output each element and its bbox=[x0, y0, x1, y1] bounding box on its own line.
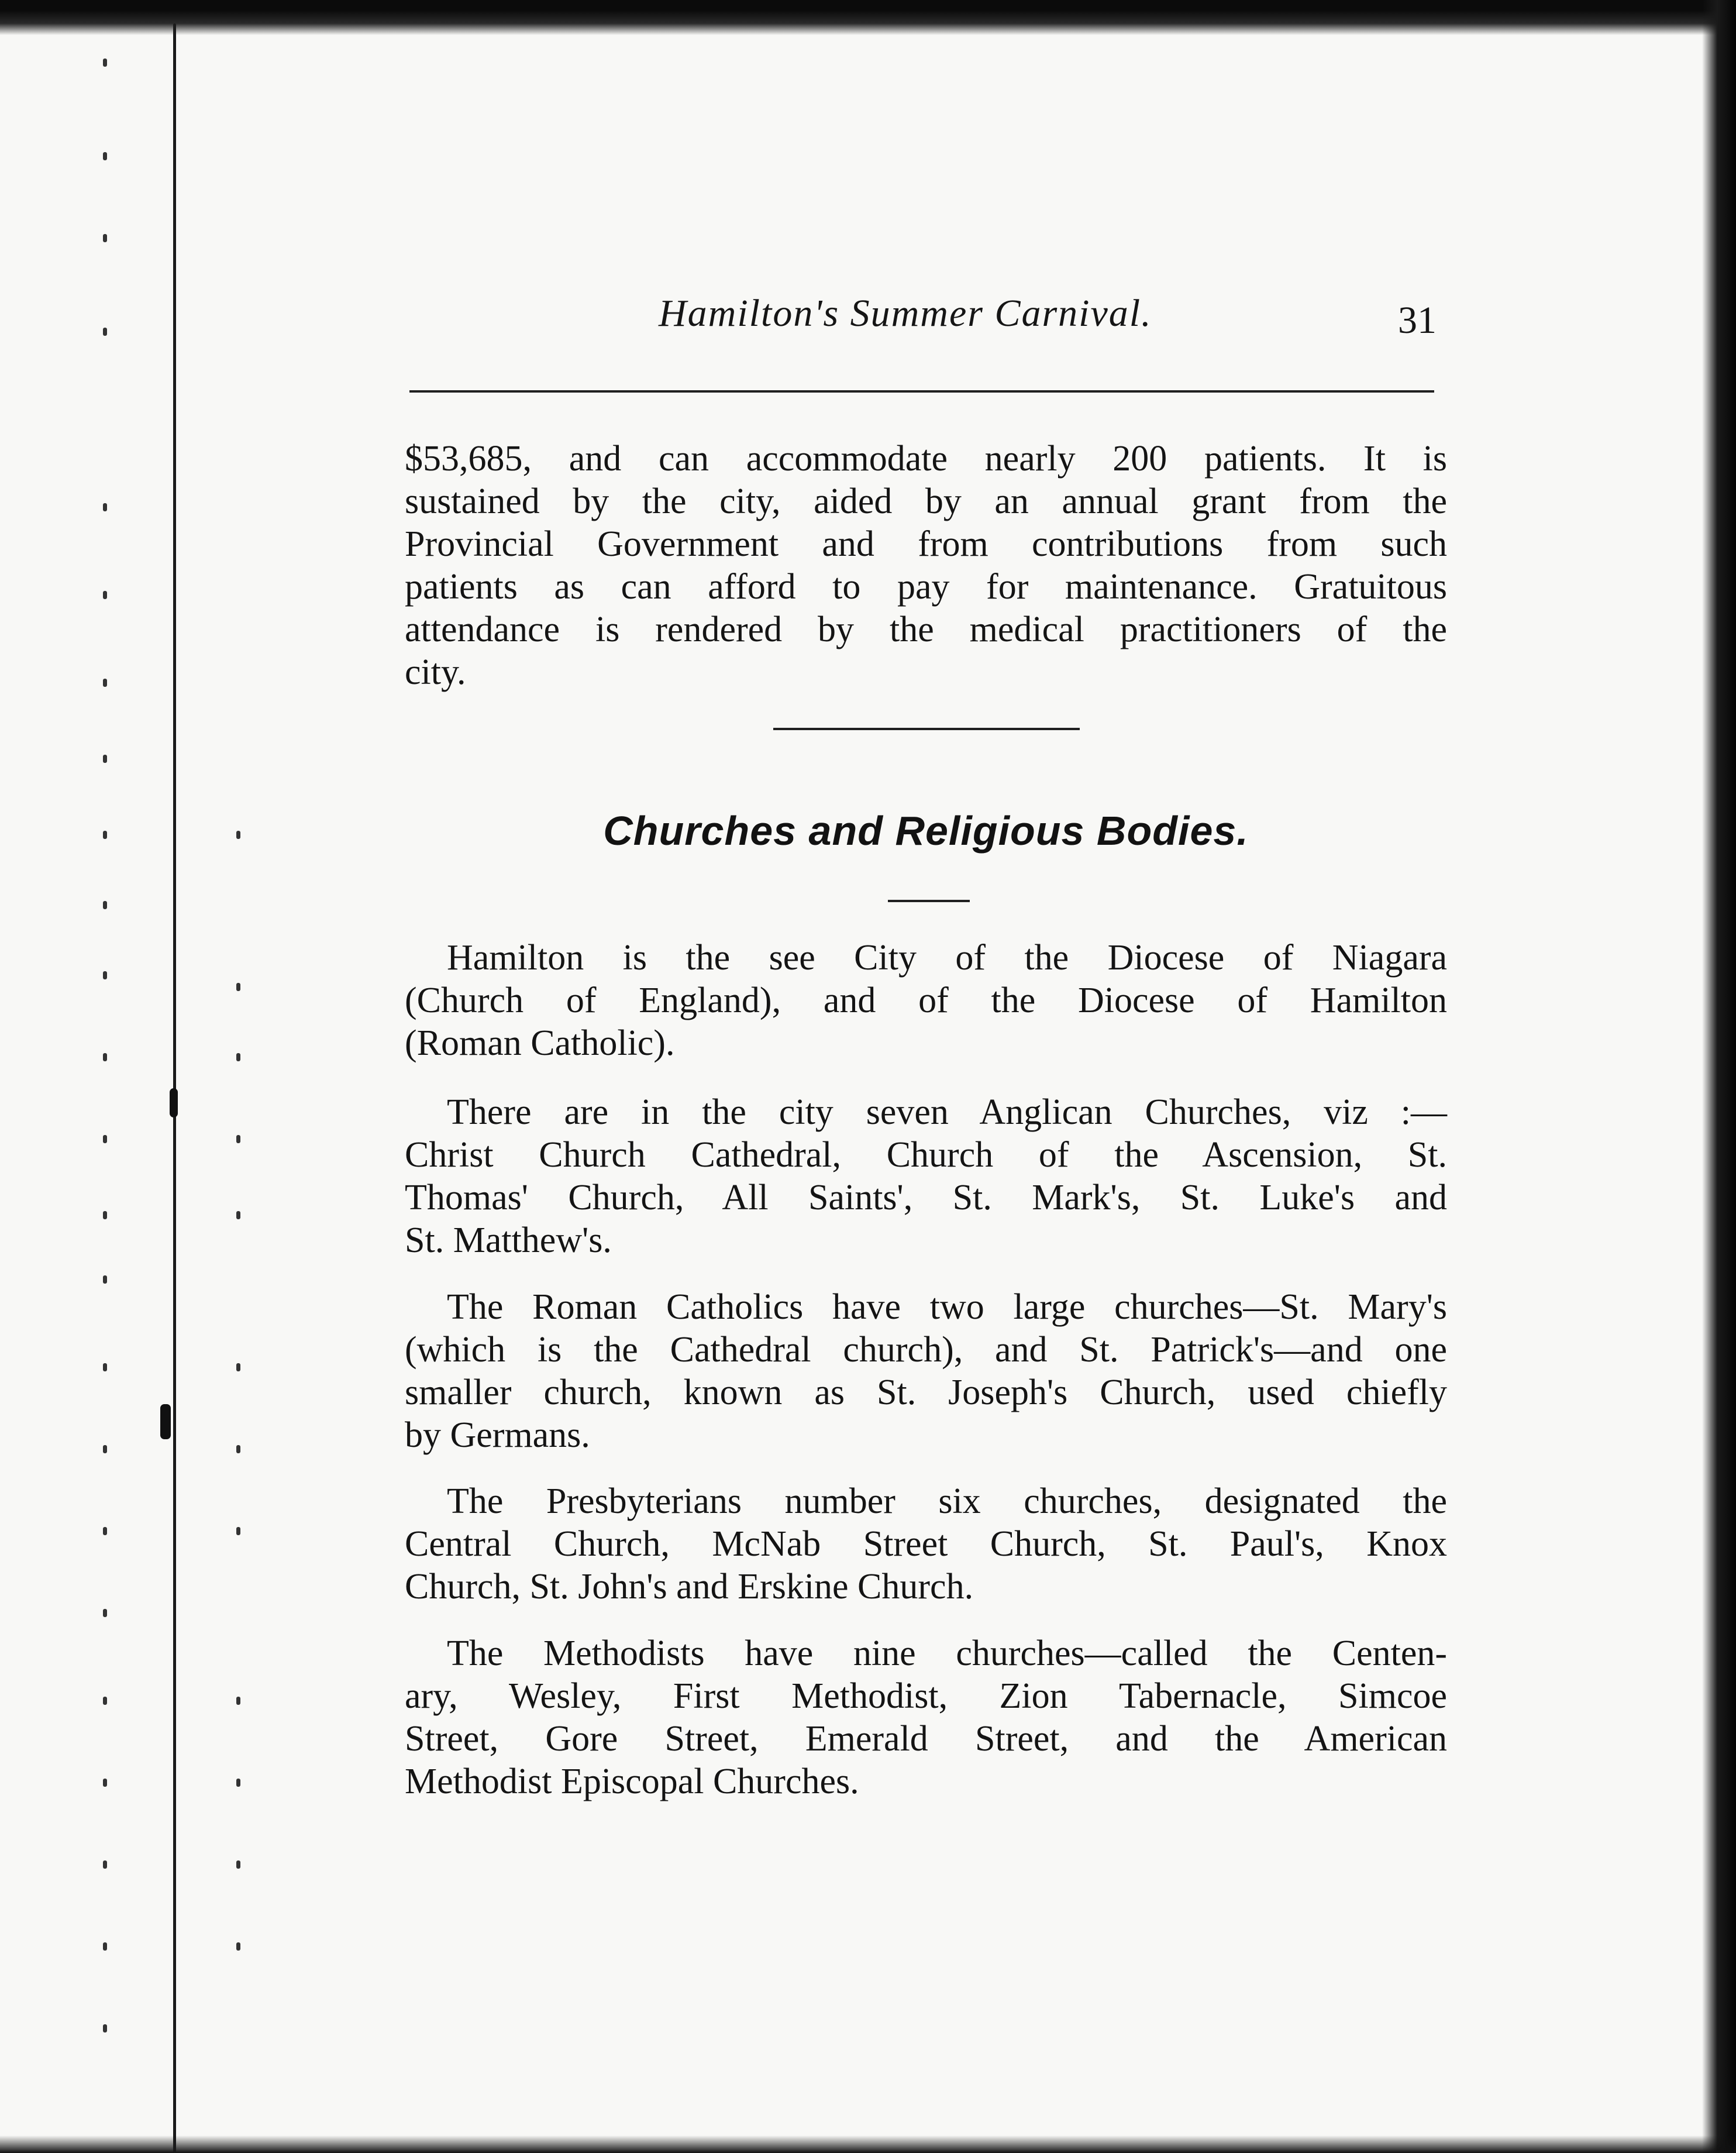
stitch-mark bbox=[103, 1275, 107, 1284]
stitch-mark bbox=[103, 971, 107, 979]
text-line: Hamilton is the see City of the Diocese of Niagara bbox=[447, 938, 1447, 978]
page-top-edge bbox=[0, 0, 1736, 35]
stitch-mark bbox=[236, 1445, 240, 1453]
text-line: by Germans. bbox=[405, 1415, 590, 1455]
heading-underline-rule bbox=[888, 900, 970, 902]
text-line: Christ Church Cathedral, Church of the Ascension, St. bbox=[405, 1135, 1447, 1175]
stitch-mark bbox=[236, 1860, 240, 1869]
text-line: $53,685, and can accommodate nearly 200 patients. It is bbox=[405, 439, 1447, 479]
stitch-mark bbox=[236, 1697, 240, 1705]
stitch-mark bbox=[103, 901, 107, 909]
section-heading: Churches and Religious Bodies. bbox=[603, 808, 1249, 854]
text-line: (Church of England), and of the Diocese of Hamilton bbox=[405, 981, 1447, 1020]
stitch-mark bbox=[236, 1527, 240, 1535]
text-line: Central Church, McNab Street Church, St. Paul's, Knox bbox=[405, 1524, 1447, 1564]
text-line: (which is the Cathedral church), and St. Patrick's—and one bbox=[405, 1330, 1447, 1370]
stitch-mark bbox=[236, 1363, 240, 1371]
stitch-mark bbox=[103, 1860, 107, 1869]
stitch-mark bbox=[236, 1053, 240, 1061]
section-divider-rule bbox=[773, 728, 1080, 730]
stitch-mark bbox=[103, 1942, 107, 1951]
stitch-mark bbox=[103, 1527, 107, 1535]
stitch-mark bbox=[103, 1135, 107, 1143]
gutter-notch-1 bbox=[170, 1088, 178, 1117]
stitch-mark bbox=[103, 1445, 107, 1453]
paragraph-dioceses bbox=[405, 937, 1447, 1065]
stitch-mark bbox=[103, 755, 107, 763]
text-line: (Roman Catholic). bbox=[405, 1023, 675, 1063]
paragraph-anglican bbox=[405, 1091, 1447, 1262]
stitch-mark bbox=[103, 2024, 107, 2032]
stitch-mark bbox=[236, 1779, 240, 1787]
paragraph-presbyterian bbox=[405, 1480, 1447, 1608]
page-number: 31 bbox=[1398, 299, 1437, 342]
paragraph-methodist bbox=[405, 1632, 1447, 1803]
text-line: The Roman Catholics have two large churches—St. Mary's bbox=[447, 1287, 1447, 1327]
stitch-mark bbox=[103, 503, 107, 511]
stitch-mark bbox=[103, 1211, 107, 1219]
stitch-mark bbox=[103, 1697, 107, 1705]
stitch-mark bbox=[103, 59, 107, 67]
page-bottom-edge bbox=[0, 2135, 1736, 2153]
text-line: city. bbox=[405, 652, 466, 692]
text-line: The Presbyterians number six churches, designated the bbox=[447, 1481, 1447, 1521]
text-line: patients as can afford to pay for maintenance. Gratuitous bbox=[405, 567, 1447, 607]
stitch-mark bbox=[103, 591, 107, 599]
text-line: Thomas' Church, All Saints', St. Mark's, St. Luke's and bbox=[405, 1178, 1447, 1217]
text-line: Street, Gore Street, Emerald Street, and the American bbox=[405, 1719, 1447, 1759]
header-rule bbox=[409, 390, 1434, 393]
text-line: The Methodists have nine churches—called the Centen- bbox=[447, 1633, 1447, 1673]
text-line: Provincial Government and from contributions from such bbox=[405, 524, 1447, 564]
text-line: St. Matthew's. bbox=[405, 1220, 612, 1260]
gutter-notch-2 bbox=[160, 1404, 171, 1439]
continued-paragraph bbox=[405, 438, 1447, 694]
stitch-mark bbox=[103, 328, 107, 336]
stitch-mark bbox=[103, 234, 107, 242]
text-line: Methodist Episcopal Churches. bbox=[405, 1762, 859, 1801]
stitch-mark bbox=[103, 1053, 107, 1061]
stitch-mark bbox=[236, 1135, 240, 1143]
running-header-title: Hamilton's Summer Carnival. bbox=[659, 292, 1152, 335]
stitch-mark bbox=[236, 1211, 240, 1219]
text-line: sustained by the city, aided by an annual grant from the bbox=[405, 481, 1447, 521]
text-line: attendance is rendered by the medical practitioners of the bbox=[405, 610, 1447, 649]
text-line: Church, St. John's and Erskine Church. bbox=[405, 1567, 974, 1607]
text-line: ary, Wesley, First Methodist, Zion Tabernacle, Simcoe bbox=[405, 1676, 1447, 1716]
text-line: There are in the city seven Anglican Churches, viz :— bbox=[447, 1092, 1447, 1132]
stitch-mark bbox=[103, 679, 107, 687]
stitch-mark bbox=[103, 1609, 107, 1617]
stitch-mark bbox=[103, 1779, 107, 1787]
stitch-mark bbox=[236, 831, 240, 839]
stitch-mark bbox=[236, 1942, 240, 1951]
paragraph-roman-catholic bbox=[405, 1286, 1447, 1457]
page-right-edge bbox=[1702, 0, 1736, 2153]
text-line: smaller church, known as St. Joseph's Church, used chiefly bbox=[405, 1373, 1447, 1412]
stitch-mark bbox=[236, 983, 240, 991]
stitch-mark bbox=[103, 1363, 107, 1371]
stitch-mark bbox=[103, 152, 107, 160]
stitch-mark bbox=[103, 831, 107, 839]
